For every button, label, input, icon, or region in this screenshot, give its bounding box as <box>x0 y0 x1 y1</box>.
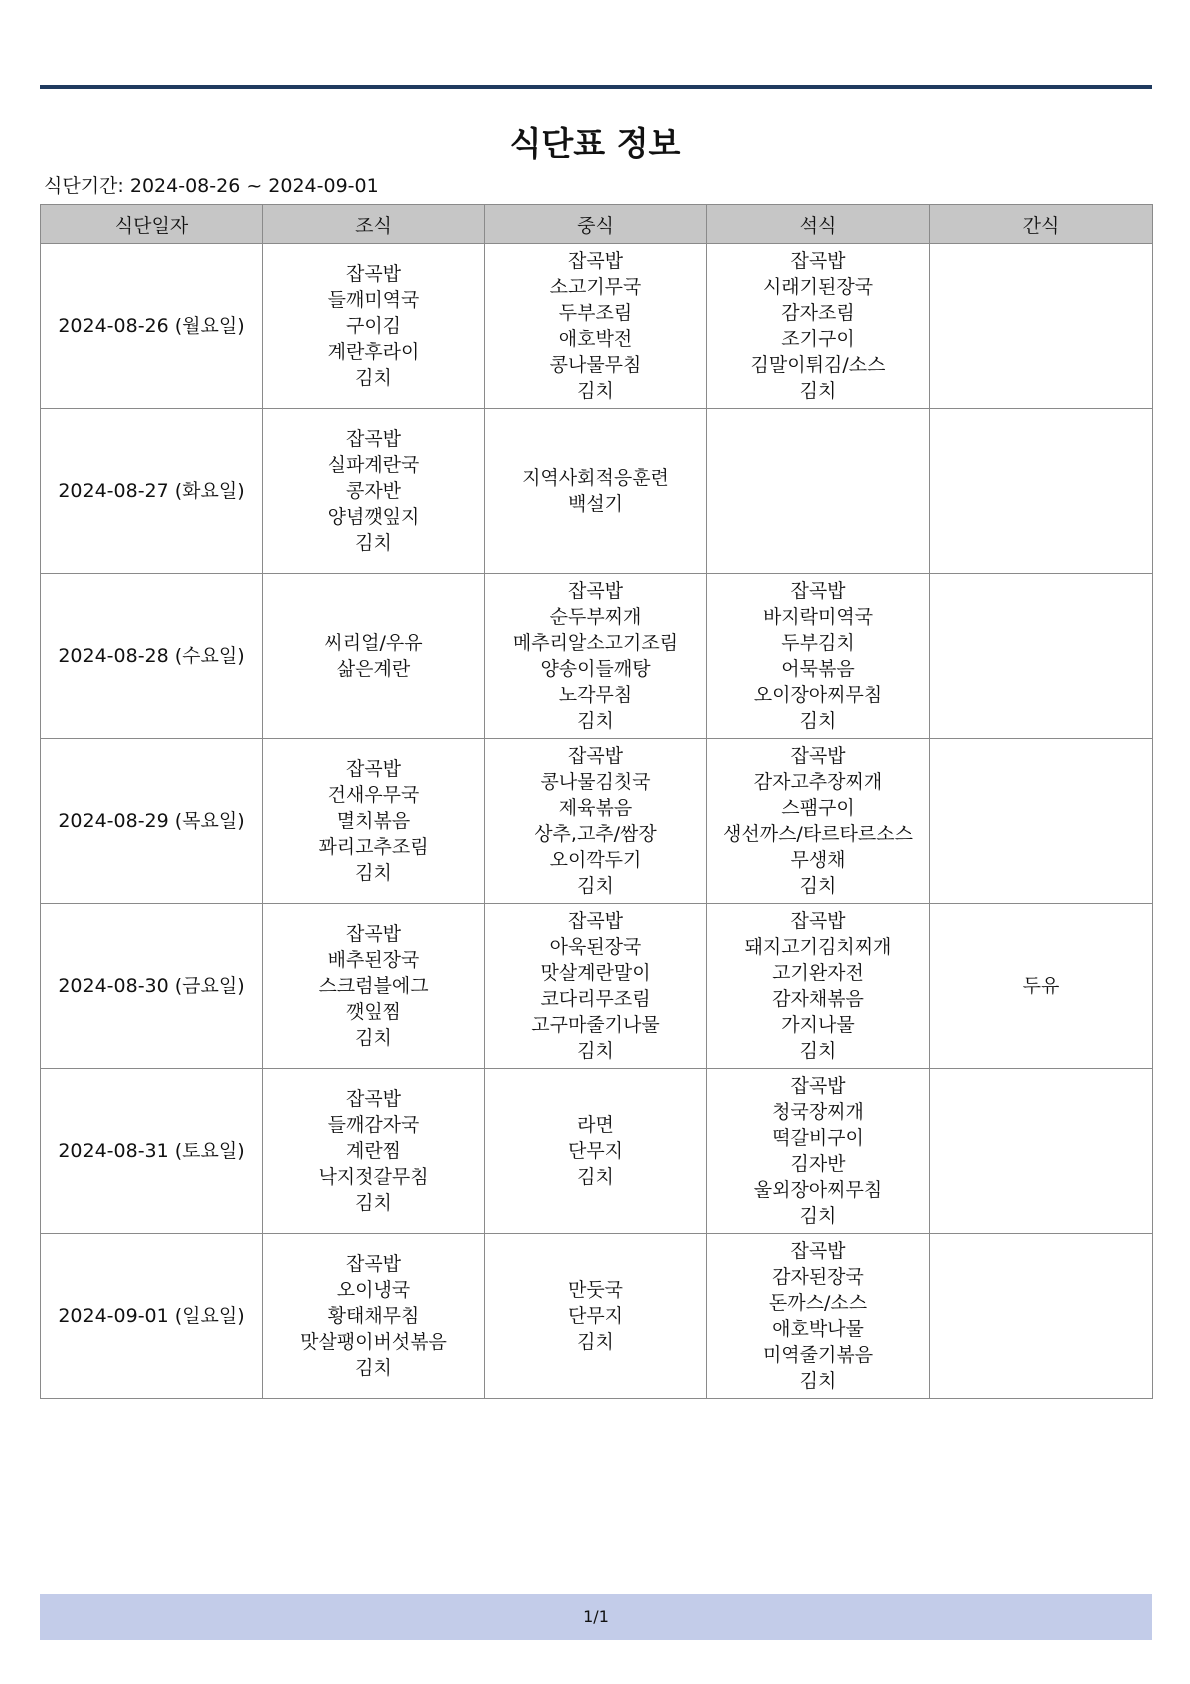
dish-item: 감자채볶음 <box>772 988 864 1010</box>
table-header-row <box>41 205 1153 244</box>
dish-item: 잡곡밥 <box>345 923 402 945</box>
dish-item: 라면 <box>577 1114 614 1136</box>
column-header-breakfast: 조식 <box>263 205 485 244</box>
dish-item: 스팸구이 <box>781 797 855 819</box>
dish-item: 삶은계란 <box>336 658 411 680</box>
table-row <box>41 739 1153 904</box>
dish-item: 김치 <box>799 1370 837 1392</box>
dish-item: 순두부찌개 <box>549 606 642 628</box>
top-divider <box>40 85 1152 89</box>
dinner-cell <box>707 244 930 409</box>
dinner-cell <box>707 1234 930 1399</box>
breakfast-cell <box>263 1069 485 1234</box>
dish-item: 잡곡밥 <box>567 580 624 602</box>
dish-item: 조기구이 <box>781 328 855 350</box>
dish-item: 들깨미역국 <box>327 289 420 311</box>
dish-item: 잡곡밥 <box>345 428 402 450</box>
date-cell: 2024-08-26 (월요일) <box>41 244 263 409</box>
dish-item: 어묵볶음 <box>781 658 855 680</box>
dish-item: 무생채 <box>790 849 846 871</box>
dish-item: 김치 <box>799 710 837 732</box>
snack-cell <box>930 574 1153 739</box>
dish-item: 김말이튀김/소스 <box>750 354 886 376</box>
date-cell: 2024-09-01 (일요일) <box>41 1234 263 1399</box>
lunch-cell <box>485 1234 707 1399</box>
dish-item: 멸치볶음 <box>336 810 411 832</box>
snack-cell <box>930 1234 1153 1399</box>
lunch-cell <box>485 574 707 739</box>
dish-item: 바지락미역국 <box>762 606 874 628</box>
dish-item: 소고기무국 <box>549 276 642 298</box>
dish-item: 씨리얼/우유 <box>324 632 423 654</box>
dish-item: 콩나물무침 <box>549 354 642 376</box>
dish-item: 잡곡밥 <box>345 263 402 285</box>
lunch-cell <box>485 244 707 409</box>
dish-item: 맛살계란말이 <box>540 962 651 984</box>
dish-item: 가지나물 <box>781 1014 855 1036</box>
dish-item: 미역줄기볶음 <box>762 1344 874 1366</box>
dish-item: 잡곡밥 <box>790 910 846 932</box>
dish-item: 건새우무국 <box>327 784 420 806</box>
meal-table <box>40 204 1153 1399</box>
dish-item: 배추된장국 <box>327 949 420 971</box>
column-header-dinner: 석식 <box>707 205 930 244</box>
dish-item: 김치 <box>577 380 614 402</box>
dish-item: 스크럼블에그 <box>318 975 429 997</box>
snack-cell <box>930 244 1153 409</box>
breakfast-cell <box>263 409 485 574</box>
dish-item: 깻잎찜 <box>345 1001 402 1023</box>
dish-item: 계란찜 <box>345 1140 402 1162</box>
dish-item: 두부김치 <box>781 632 855 654</box>
dish-item: 김치 <box>577 1040 614 1062</box>
dinner-cell <box>707 574 930 739</box>
lunch-cell <box>485 409 707 574</box>
dish-item: 만둣국 <box>567 1279 624 1301</box>
dish-item: 감자조림 <box>781 302 855 324</box>
dinner-cell <box>707 904 930 1069</box>
dish-item: 김치 <box>355 1192 392 1214</box>
table-row <box>41 1069 1153 1234</box>
dish-item: 애호박나물 <box>772 1318 864 1340</box>
dish-item: 황태채무침 <box>327 1305 420 1327</box>
dish-item: 꽈리고추조림 <box>318 836 429 858</box>
dish-item: 양념깻잎지 <box>327 506 420 528</box>
dish-item: 떡갈비구이 <box>772 1127 864 1149</box>
dish-item: 콩자반 <box>345 480 402 502</box>
dish-item: 감자고추장찌개 <box>753 771 883 793</box>
dish-item: 코다리무조림 <box>540 988 651 1010</box>
table-row <box>41 1234 1153 1399</box>
snack-cell <box>930 409 1153 574</box>
dish-item: 잡곡밥 <box>790 580 846 602</box>
dish-item: 김치 <box>799 1205 837 1227</box>
dish-item: 김치 <box>577 710 614 732</box>
table-row <box>41 574 1153 739</box>
snack-cell <box>930 904 1153 1069</box>
dish-item: 단무지 <box>567 1140 624 1162</box>
dish-item: 상추,고추/쌈장 <box>534 823 657 845</box>
date-cell: 2024-08-29 (목요일) <box>41 739 263 904</box>
table-row <box>41 409 1153 574</box>
dish-item: 잡곡밥 <box>567 250 624 272</box>
dish-item: 김치 <box>577 1331 614 1353</box>
dish-item: 김치 <box>355 532 392 554</box>
dish-item: 시래기된장국 <box>762 276 874 298</box>
dish-item: 김치 <box>355 367 392 389</box>
snack-cell <box>930 739 1153 904</box>
dish-item: 지역사회적응훈련 <box>522 467 669 489</box>
dish-item: 들깨감자국 <box>327 1114 420 1136</box>
table-row <box>41 244 1153 409</box>
date-cell: 2024-08-27 (화요일) <box>41 409 263 574</box>
date-cell: 2024-08-28 (수요일) <box>41 574 263 739</box>
breakfast-cell <box>263 739 485 904</box>
dish-item: 아욱된장국 <box>549 936 642 958</box>
dish-item: 단무지 <box>567 1305 624 1327</box>
meal-period: 식단기간: 2024-08-26 ~ 2024-09-01 <box>44 175 379 197</box>
dish-item: 감자된장국 <box>772 1266 864 1288</box>
dish-item: 울외장아찌무침 <box>753 1179 883 1201</box>
dish-item: 잡곡밥 <box>790 250 846 272</box>
date-cell: 2024-08-30 (금요일) <box>41 904 263 1069</box>
dish-item: 오이깍두기 <box>549 849 642 871</box>
breakfast-cell <box>263 904 485 1069</box>
dinner-cell <box>707 739 930 904</box>
dish-item: 김치 <box>355 862 392 884</box>
column-header-date: 식단일자 <box>41 205 263 244</box>
dish-item: 돈까스/소스 <box>768 1292 868 1314</box>
date-cell: 2024-08-31 (토요일) <box>41 1069 263 1234</box>
dish-item: 제육볶음 <box>558 797 633 819</box>
dish-item: 노각무침 <box>558 684 633 706</box>
column-header-snack: 간식 <box>930 205 1153 244</box>
dish-item: 오이냉국 <box>336 1279 411 1301</box>
dinner-cell <box>707 1069 930 1234</box>
dish-item: 오이장아찌무침 <box>753 684 883 706</box>
dish-item: 김치 <box>799 875 837 897</box>
dish-item: 맛살팽이버섯볶음 <box>300 1331 447 1353</box>
dish-item: 고구마줄기나물 <box>531 1014 660 1036</box>
lunch-cell <box>485 739 707 904</box>
dish-item: 김치 <box>355 1027 392 1049</box>
dinner-cell <box>707 409 930 574</box>
dish-item: 잡곡밥 <box>567 745 624 767</box>
dish-item: 김치 <box>799 380 837 402</box>
column-header-lunch: 중식 <box>485 205 707 244</box>
table-body <box>41 244 1153 1399</box>
dish-item: 청국장찌개 <box>772 1101 864 1123</box>
dish-item: 고기완자전 <box>772 962 864 984</box>
dish-item: 잡곡밥 <box>790 1075 846 1097</box>
dish-item: 콩나물김칫국 <box>540 771 651 793</box>
dish-item: 잡곡밥 <box>345 1253 402 1275</box>
page-number: 1/1 <box>583 1607 609 1626</box>
dish-item: 돼지고기김치찌개 <box>744 936 892 958</box>
lunch-cell <box>485 904 707 1069</box>
dish-item: 김자반 <box>790 1153 846 1175</box>
dish-item: 생선까스/타르타르소스 <box>723 823 913 845</box>
breakfast-cell <box>263 574 485 739</box>
dish-item: 김치 <box>577 1166 614 1188</box>
breakfast-cell <box>263 1234 485 1399</box>
table-row <box>41 904 1153 1069</box>
dish-item: 김치 <box>577 875 614 897</box>
snack-cell <box>930 1069 1153 1234</box>
dish-item: 양송이들깨탕 <box>540 658 651 680</box>
dish-item: 애호박전 <box>558 328 633 350</box>
dish-item: 김치 <box>355 1357 392 1379</box>
dish-item: 잡곡밥 <box>790 745 846 767</box>
dish-item: 잡곡밥 <box>345 758 402 780</box>
dish-item: 잡곡밥 <box>345 1088 402 1110</box>
dish-item: 김치 <box>799 1040 837 1062</box>
dish-item: 백설기 <box>567 493 624 515</box>
dish-item: 실파계란국 <box>327 454 420 476</box>
dish-item: 잡곡밥 <box>790 1240 846 1262</box>
breakfast-cell <box>263 244 485 409</box>
dish-item: 메추리알소고기조림 <box>512 632 679 654</box>
dish-item: 계란후라이 <box>327 341 420 363</box>
lunch-cell <box>485 1069 707 1234</box>
page-footer <box>40 1594 1152 1640</box>
page-title: 식단표 정보 <box>509 124 681 163</box>
dish-item: 잡곡밥 <box>567 910 624 932</box>
dish-item: 구이김 <box>345 315 402 337</box>
dish-item: 두유 <box>1022 975 1060 997</box>
dish-item: 두부조림 <box>558 302 633 324</box>
dish-item: 낙지젓갈무침 <box>318 1166 429 1188</box>
